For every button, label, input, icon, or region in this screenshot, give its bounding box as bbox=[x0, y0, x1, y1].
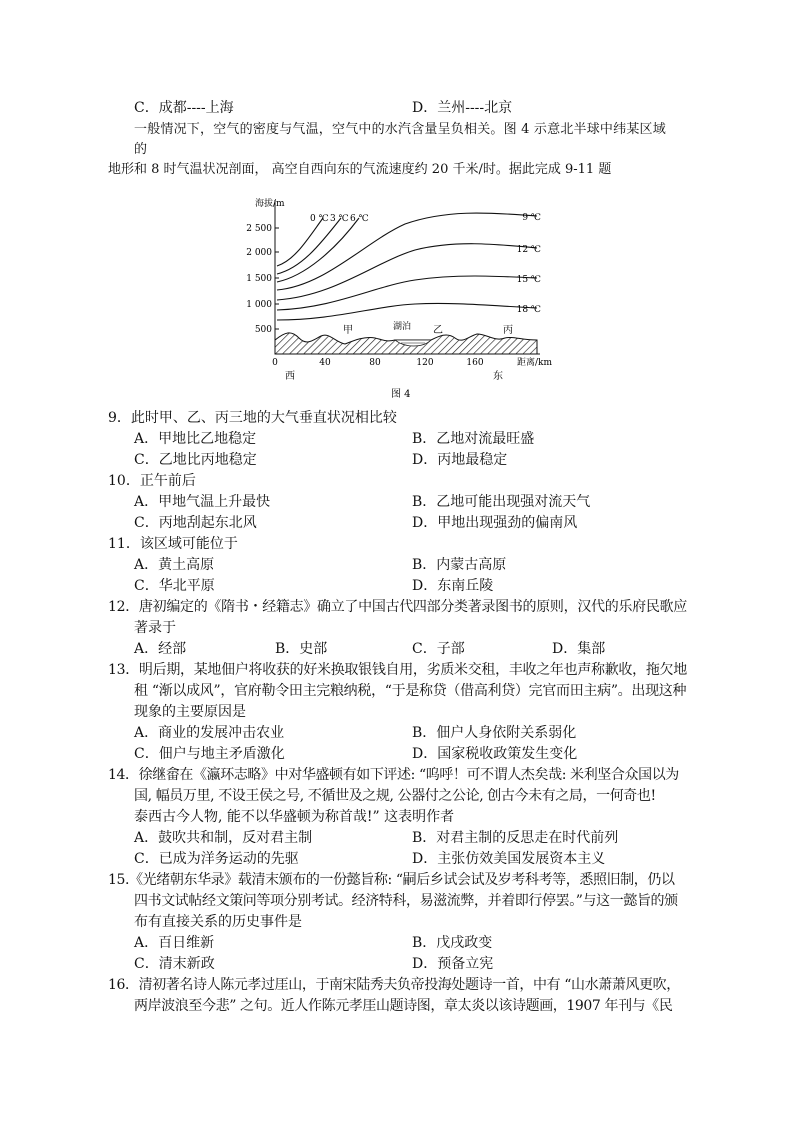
question-9-stem: 9．此时甲、乙、丙三地的大气垂直状况相比较 bbox=[108, 410, 397, 426]
q15-option-d: D．预备立宪 bbox=[412, 956, 494, 972]
place-jia: 甲 bbox=[343, 325, 353, 336]
q15-option-c: C．清末新政 bbox=[134, 956, 215, 972]
q15-option-a: A．百日维新 bbox=[134, 935, 215, 951]
q14-option-a: A．鼓吹共和制，反对君主制 bbox=[134, 830, 313, 846]
question-15-stem-cont-1: 四书文试帖经文策问等项分别考试。经济特科，易滋流弊，并着即行停罢。”与这一懿旨的颁 bbox=[134, 893, 678, 909]
figure-caption: 图 4 bbox=[391, 389, 411, 400]
q11-option-b: B．内蒙古高原 bbox=[412, 557, 507, 573]
lake-label: 湖泊 bbox=[393, 322, 412, 332]
isotherm-label-15c: 15 ℃ bbox=[516, 275, 541, 285]
q9-option-a: A．甲地比乙地稳定 bbox=[134, 431, 257, 447]
q14-option-c: C．已成为洋务运动的先驱 bbox=[134, 851, 299, 867]
question-12-stem: 12．唐初编定的《隋书・经籍志》确立了中国古代四部分类著录图书的原则，汉代的乐府民歌应 bbox=[108, 599, 687, 615]
option-c-prev: C．成都----上海 bbox=[134, 100, 234, 116]
isotherm-label-12c: 12 ℃ bbox=[516, 245, 541, 255]
q14-option-b: B．对君主制的反思走在时代前列 bbox=[412, 830, 619, 846]
q11-option-c: C．华北平原 bbox=[134, 578, 215, 594]
y-tick-1500: 1 500 bbox=[246, 274, 272, 284]
option-d-prev: D．兰州----北京 bbox=[412, 100, 513, 116]
isotherm-12c bbox=[277, 244, 537, 300]
q10-option-d: D．甲地出现强劲的偏南风 bbox=[412, 515, 578, 531]
figure-4-profile bbox=[246, 190, 553, 402]
x-tick-0: 0 bbox=[272, 358, 278, 368]
q10-option-b: B．乙地可能出现强对流天气 bbox=[412, 494, 591, 510]
y-tick-500: 500 bbox=[254, 325, 272, 335]
q10-option-c: C．丙地刮起东北风 bbox=[134, 515, 257, 531]
question-12-stem-cont: 著录于 bbox=[134, 620, 176, 636]
q13-option-a: A．商业的发展冲击农业 bbox=[134, 725, 285, 741]
y-tick-2500: 2 500 bbox=[246, 224, 272, 234]
isotherm-9c bbox=[277, 213, 537, 290]
isotherm-3c bbox=[277, 218, 341, 274]
isotherm-label-9c: 9 ℃ bbox=[522, 213, 541, 223]
intro-line-2: 的 bbox=[134, 142, 148, 157]
question-13-stem: 13．明后期，某地佃户将收获的好米换取银钱自用，劣质米交租，丰收之年也声称歉收，拖欠地 bbox=[108, 662, 687, 678]
q9-option-d: D．丙地最稳定 bbox=[412, 452, 508, 468]
question-11-stem: 11．该区域可能位于 bbox=[108, 536, 238, 552]
q9-option-b: B．乙地对流最旺盛 bbox=[412, 431, 535, 447]
q9-option-c: C．乙地比丙地稳定 bbox=[134, 452, 257, 468]
isotherm-label-6c: 6 ℃ bbox=[350, 214, 369, 224]
q12-option-b: B．史部 bbox=[275, 641, 328, 657]
question-15-stem-cont-2: 布有直接关系的历史事件是 bbox=[134, 914, 302, 930]
q12-option-a: A．经部 bbox=[134, 641, 187, 657]
q11-option-a: A．黄土高原 bbox=[134, 557, 215, 573]
intro-line-3: 地形和 8 时气温状况剖面， 高空自西向东的气流速度约 20 千米/时。据此完成 9-11 题 bbox=[108, 162, 612, 177]
q11-option-d: D．东南丘陵 bbox=[412, 578, 494, 594]
isotherm-0c bbox=[277, 218, 323, 266]
place-bing: 丙 bbox=[503, 325, 513, 336]
question-13-stem-cont-2: 现象的主要原因是 bbox=[134, 704, 246, 720]
question-10-stem: 10．正午前后 bbox=[108, 473, 196, 489]
q10-option-a: A．甲地气温上升最快 bbox=[134, 494, 271, 510]
intro-line-1: 一般情况下，空气的密度与气温，空气中的水汽含量呈负相关。图 4 示意北半球中纬某区域 bbox=[134, 122, 666, 137]
question-13-stem-cont-1: 租 “渐以成风”，官府勒令田主完粮纳税，“于是称贷（借高利贷）完官而田主病”。出现这种 bbox=[134, 683, 687, 699]
isotherm-label-3c: 3 ℃ bbox=[330, 214, 349, 224]
x-tick-160: 160 bbox=[466, 358, 484, 368]
question-16-stem-cont: 两岸波浪至今悲” 之句。近人作陈元孝厓山题诗图，章太炎以该诗题画，1907 年刊与《民 bbox=[134, 998, 673, 1014]
question-14-stem-cont-2: 泰西古今人物, 能不以华盛顿为称首哉!” 这表明作者 bbox=[134, 809, 455, 825]
y-tick-2000: 2 000 bbox=[246, 248, 272, 258]
isotherm-label-18c: 18 ℃ bbox=[516, 305, 541, 315]
isotherm-label-0c: 0 ℃ bbox=[310, 214, 329, 224]
y-axis-label: 海拔/m bbox=[255, 199, 285, 209]
question-14-stem-cont-1: 国, 幅员万里, 不设王侯之号, 不循世及之规, 公器付之公论, 创古今未有之局，一何奇也! bbox=[134, 788, 656, 804]
q13-option-b: B．佃户人身依附关系弱化 bbox=[412, 725, 577, 741]
q15-option-b: B．戊戌政变 bbox=[412, 935, 493, 951]
west-label: 西 bbox=[285, 371, 295, 382]
place-yi: 乙 bbox=[433, 325, 443, 336]
q13-option-d: D．国家税收政策发生变化 bbox=[412, 746, 578, 762]
x-tick-80: 80 bbox=[369, 358, 381, 368]
q12-option-d: D．集部 bbox=[552, 641, 606, 657]
q13-option-c: C．佃户与地主矛盾激化 bbox=[134, 746, 285, 762]
x-tick-40: 40 bbox=[319, 358, 331, 368]
question-15-stem: 15.《光绪朝东华录》载清末颁布的一份懿旨称: “嗣后乡试会试及岁考科考等，悉照旧制，仍以 bbox=[108, 872, 675, 888]
east-label: 东 bbox=[493, 371, 503, 382]
y-tick-1000: 1 000 bbox=[246, 300, 272, 310]
isotherm-6c bbox=[277, 218, 359, 282]
x-axis-label: 距离/km bbox=[517, 358, 553, 368]
x-tick-120: 120 bbox=[416, 358, 434, 368]
q14-option-d: D．主张仿效美国发展资本主义 bbox=[412, 851, 606, 867]
question-14-stem: 14．徐继畲在《瀛环志略》中对华盛顿有如下评述: “呜呼！可不谓人杰矣哉: 米利坚合众国以为 bbox=[108, 767, 679, 783]
q12-option-c: C．子部 bbox=[412, 641, 465, 657]
question-16-stem: 16．清初著名诗人陈元孝过厓山，于南宋陆秀夫负帝投海处题诗一首，中有 “山水萧萧风更吹， bbox=[108, 977, 680, 993]
